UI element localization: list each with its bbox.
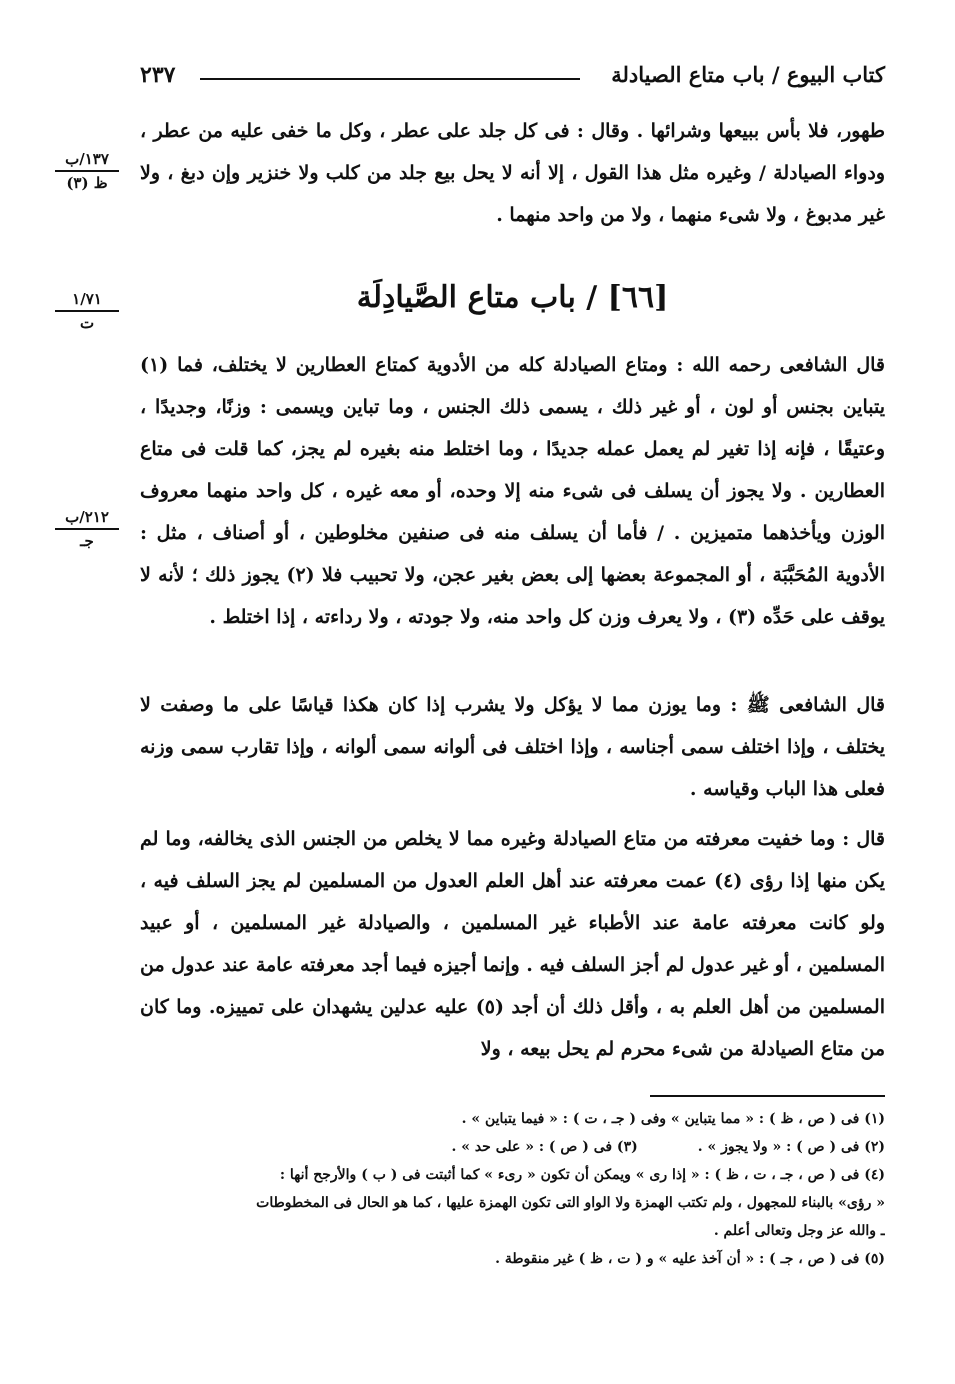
footnote-separator: [650, 1095, 885, 1097]
margin-note-ref: ٢١٢/ب: [55, 508, 119, 530]
paragraph-text: رحمه الله : ومتاع الصيادلة كله من الأدوية كمتاع العطارين لا يختلف، فما (١) يتباين بجنس أو لون ، أو غير ذلك ، يسمى ذلك الجنس ، وما تباين ويسمى : وزنًا، وجديدًا ، وعتيقًا ، فإنه إذا تغير لم يعمل عمله جديدًا ، وما اختلط منه بغيره لم يجز، كما قلت فى متاع العطارين . ولا يجوز أن يسلف فى شىء منه إلا وحده، أو معه غيره ، كل واحد منهما معروف الوزن ويأخذهما متميزين . / فأما أن يسلف منه فى صنفين مخلوطين ، أو أصناف ، مثل : الأدوية المُحَبَّبَة ، أو المجموعة بعضها إلى بعض بغير عجن، ولا تحبيب فلا (٢) يجوز ذلك ؛ لأنه لا يوقف على حَدِّه (٣) ، ولا يعرف وزن كل واحد منه، ولا جودته ، ولا رداءته ، إذا اختلط .: [140, 354, 885, 628]
chapter-title: [٦٦] / باب متاع الصَّيادِلَة: [356, 280, 669, 315]
footnote-row: [140, 1133, 885, 1161]
margin-note: [55, 290, 119, 332]
margin-note-ref: ١٣٧/ب: [55, 150, 119, 172]
paragraph-text: : وما خفيت معرفته من متاع الصيادلة وغيره مما لا يخلص من الجنس الذى يخالفه، وما لم يكن منها إذا رؤى (٤) عمت معرفته عند أهل العلم العدول من المسلمين لم يجز السلف فيه ، ولو كانت معرفته عامة عند الأطباء غير المسلمين ، والصيادلة غير المسلمين ، أو عبيد المسلمين ، أو غير عدول لم أجز السلف فيه . وإنما أجيزه فيما أجد معرفته عامة عند عدول من المسلمين من أهل العلم به ، وأقل ذلك أن أجد (٥) عليه عدلين يشهدان على تمييزه. وما كان من متاع الصيادلة من شىء محرم لم يحل بيعه ، ولا: [140, 828, 885, 1060]
speaker-label: قال الشافعى: [779, 354, 885, 376]
footnote: (١) فى ( ص ، ظ ) : « مما يتباين » وفى ( جـ ، ت ) : « فيما يتباين » .: [461, 1111, 885, 1127]
speaker-label: قال: [856, 828, 885, 850]
page-number: ٢٣٧: [140, 62, 176, 88]
header-rule: [200, 78, 580, 80]
footnote: (٢) فى ( ص ) : « ولا يجوز » .: [697, 1139, 885, 1155]
footnotes: [140, 1105, 885, 1273]
footnote-continuation: « رؤى» بالبناء للمجهول ، ولم تكتب الهمزة ولا الواو التى تكون الهمزة عليها ، كما هو الحال فى المخطوطات: [256, 1195, 885, 1211]
running-title: كتاب البيوع / باب متاع الصيادلة: [611, 62, 885, 87]
paragraph: [140, 818, 885, 1070]
margin-note-ms: ت: [79, 314, 95, 332]
footnote: (٣) فى ( ص ) : « على حد » .: [451, 1139, 638, 1155]
footnote-continuation: ـ والله عز وجل وتعالى أعلم .: [713, 1223, 885, 1239]
margin-note-ref: ١/٧١: [55, 290, 119, 312]
paragraph: طهور، فلا بأس ببيعها وشرائها . وقال : فى كل جلد على عطر ، وكل ما خفى عليه من عطر ، ودواء الصيادلة / وغيره مثل هذا القول ، إلا أنه لا يحل بيع جلد من كلب ولا خنزير وإن دبغ ، ولا غير مدبوغ ، ولا شىء منهما ، ولا من واحد منهما .: [140, 120, 885, 226]
page-header: [140, 62, 885, 92]
margin-note-ms: جـ: [80, 532, 94, 550]
speaker-label: قال الشافعى ﷺ: [746, 694, 885, 716]
margin-note: [55, 508, 119, 550]
paragraph: [140, 684, 885, 810]
margin-note-ms: ظ (٣): [66, 174, 108, 192]
footnote: (٥) فى ( ص ، جـ ) : « أن آخذ عليه » و ( ت ، ظ ) غير منقوطة .: [495, 1251, 885, 1267]
footnote: (٤) فى ( ص ، جـ ، ت ، ظ ) : « إذا رى » ويمكن أن تكون « رىء » كما أثبتت فى ( ب ) والأرجح أنها :: [279, 1167, 885, 1183]
paragraph: [140, 344, 885, 638]
paragraph-text: : وما يوزن مما لا يؤكل ولا يشرب إذا كان هكذا قياسًا على ما وصفت لا يختلف ، وإذا اختلف سمى أجناسه ، وإذا اختلف فى ألوانه سمى ألوانه ، وإذا تقارب سمى وزنه فعلى هذا الباب وقياسه .: [140, 694, 885, 800]
margin-note: [55, 150, 119, 192]
